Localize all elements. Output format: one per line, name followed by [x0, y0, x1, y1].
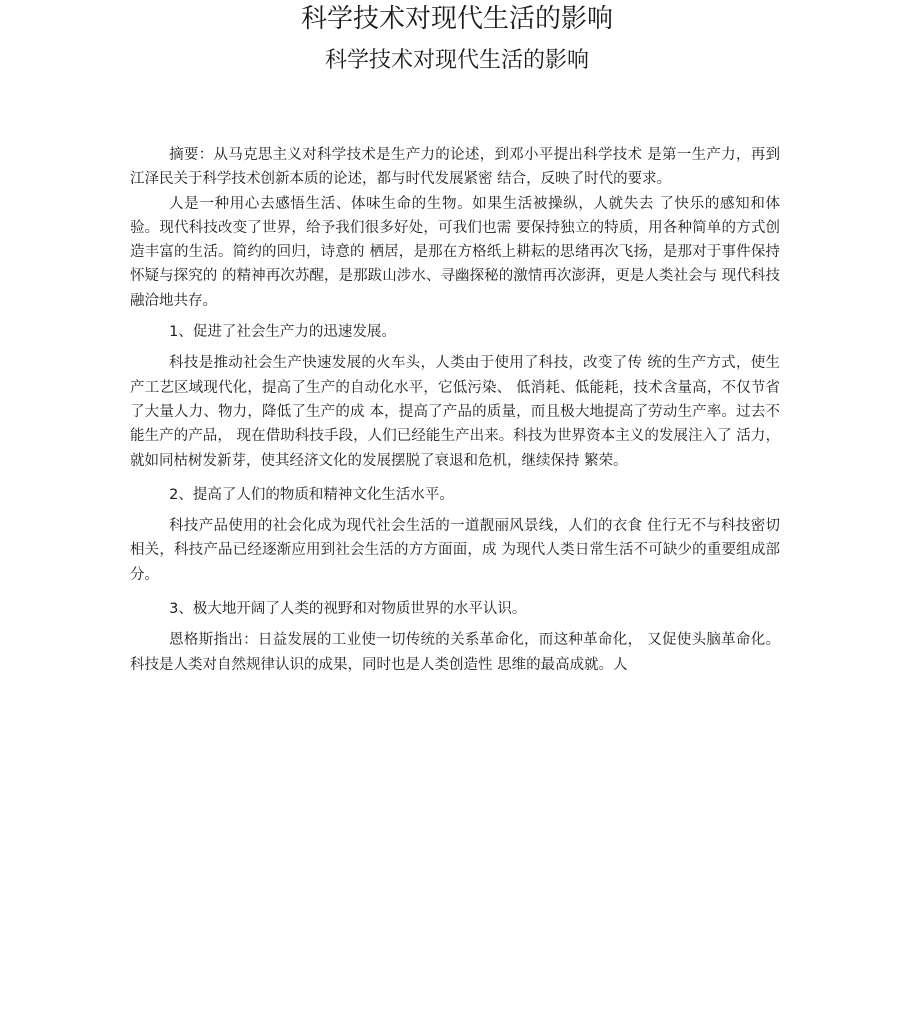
- section-heading-1: 1、促进了社会生产力的迅速发展。: [169, 324, 396, 341]
- section-paragraph-2: 科技产品使用的社会化成为现代社会生活的一道靓丽风景线，人们的衣食 住行无不与科技密切相关，科技产品已经逐渐应用到社会生活的方方面面，成 为现代人类日常生活不可缺少的重要组成部分。: [130, 518, 780, 583]
- abstract-paragraph: 摘要：从马克思主义对科学技术是生产力的论述，到邓小平提出科学技术 是第一生产力，再到江泽民关于科学技术创新本质的论述，都与时代发展紧密 结合，反映了时代的要求。: [130, 147, 780, 188]
- document-subtitle: 科学技术对现代生活的影响: [324, 48, 589, 73]
- intro-paragraph: 人是一种用心去感悟生活、体味生命的生物。如果生活被操纵，人就失去 了快乐的感知和体验。现代科技改变了世界，给予我们很多好处，可我们也需 要保持独立的特质，用各种简单的方式创造丰富的生活。简约的回归，诗意的 栖居，是那在方格纸上耕耘的思绪再次飞扬，是那对于事件保持怀疑与探究的 的精神再次苏醒，是那跋山涉水、寻幽探秘的激情再次澎湃，更是人类社会与 现代科技融洽地共存。: [130, 195, 780, 309]
- section-paragraph-1: 科技是推动社会生产快速发展的火车头，人类由于使用了科技，改变了传 统的生产方式，使生产工艺区域现代化，提高了生产的自动化水平，它低污染、 低消耗、低能耗，技术含量高，不仅节省了大量人力、物力，降低了生产的成 本，提高了产品的质量，而且极大地提高了劳动生产率。过去不能生产的产品， 现在借助科技手段，人们已经能生产出来。科技为世界资本主义的发展注入了 活力，就如同枯树发新芽，使其经济文化的发展摆脱了衰退和危机，继续保持 繁荣。: [130, 355, 780, 469]
- document-title: 科学技术对现代生活的影响: [300, 4, 613, 34]
- section-heading-2: 2、提高了人们的物质和精神文化生活水平。: [169, 486, 454, 503]
- document-body: [130, 143, 780, 677]
- section-heading-3: 3、极大地开阔了人类的视野和对物质世界的水平认识。: [169, 601, 527, 618]
- section-paragraph-3: 恩格斯指出：日益发展的工业使一切传统的关系革命化，而这种革命化， 又促使头脑革命化。科技是人类对自然规律认识的成果，同时也是人类创造性 思维的最高成就。人: [130, 632, 780, 673]
